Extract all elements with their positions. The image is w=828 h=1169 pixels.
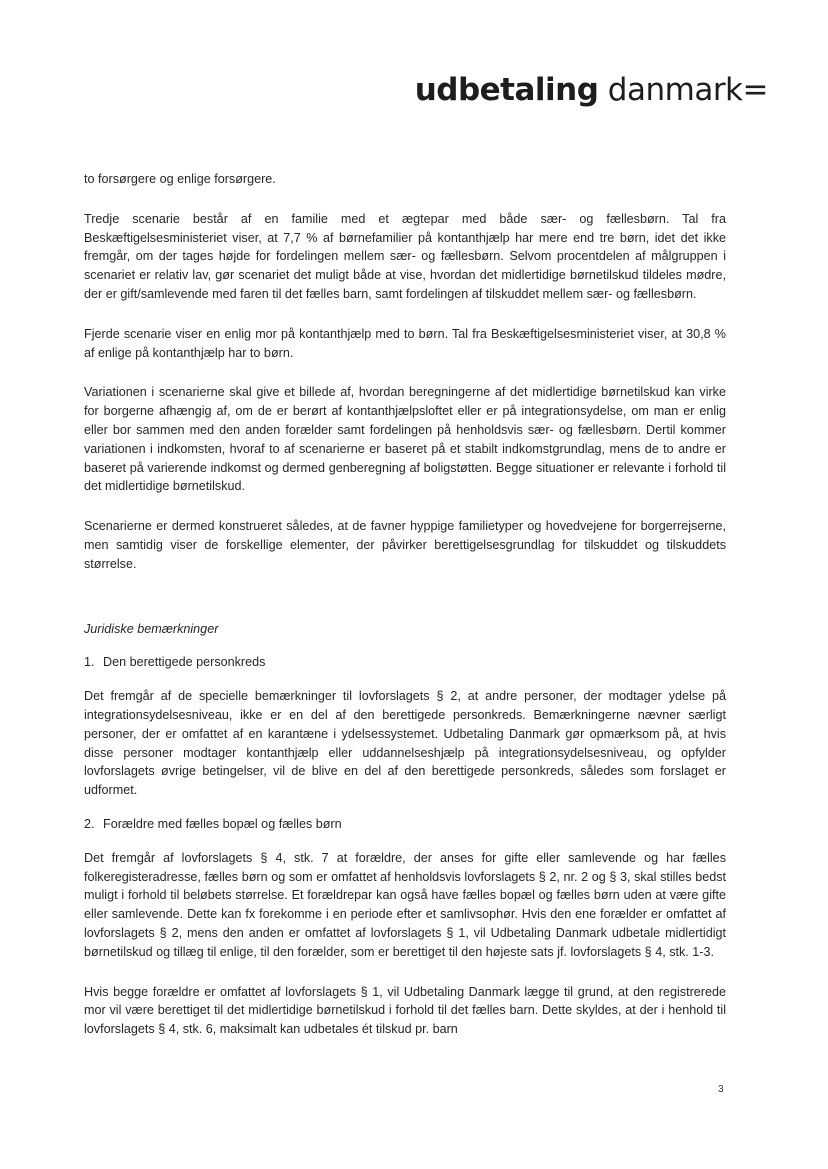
item-1-heading	[84, 653, 726, 672]
paragraph-2: Tredje scenarie består af en familie med et ægtepar med både sær- og fællesbørn. Tal fra Beskæftigelsesministeriet viser, at 7,7 % af børnefamilier på kontanthjælp har mere end tre børn, idet det ikke fremgår, om der tages højde for fordelingen mellem sær- og fællesbørn. Selvom procentdelen af målgruppen i scenariet er relativ lav, gør scenariet det muligt både at vise, hvordan det midlertidige børnetilskud tildeles mødre, der er gift/samlevende med faren til det fælles barn, samt fordelingen af tilskuddet mellem sær- og fællesbørn.	[84, 211, 726, 301]
logo-bold-part: udbetaling	[414, 72, 599, 108]
item-1-text: Det fremgår af de specielle bemærkninger til lovforslagets § 2, at andre personer, der modtager ydelse på integrationsydelsesniveau, ikke er en del af den berettigede personkreds. Bemærkningerne nævner særligt personer, der er omfattet af en karantæne i ydelsessystemet. Udbetaling Danmark gør opmærksom på, at hvis disse personer modtager kontanthjælp eller uddannelseshjælp på integrationsydelsesniveau, og opfylder lovforslagets øvrige betingelser, vil de blive en del af den berettigede personkreds, således som forslaget er udformet.	[84, 689, 726, 798]
item-2-text-2: Hvis begge forældre er omfattet af lovforslagets § 1, vil Udbetaling Danmark lægge til grund, at den registrerede mor vil være berettiget til det midlertidige børnetilskud i forhold til det fælles barn. Dette skyldes, at der i henhold til lovforslagets § 4, stk. 6, maksimalt kan udbetales ét tilskud pr. barn	[84, 984, 726, 1037]
item-2-text-1: Det fremgår af lovforslagets § 4, stk. 7 at forældre, der anses for gifte eller samlevende og har fælles folkeregisteradresse, fælles børn og som er omfattet af henholdsvis lovforslagets § 2, nr. 2 og § 3, skal stilles bedst muligt i forhold til beløbets størrelse. Et forældrepar kan også have fælles bopæl og fælles børn uden at være gifte eller samlevende. Dette kan fx forekomme i en periode efter et samlivsophør. Hvis den ene forælder er omfattet af lovforslagets § 2, mens den anden er omfattet af lovforslagets § 1, vil Udbetaling Danmark udbetale midlertidigt børnetilskud og tillæg til enlige, til den forælder, som er berettiget til den højeste sats jf. lovforslagets § 4, stk. 1-3.	[84, 850, 726, 959]
body-text	[84, 170, 726, 1039]
paragraph-4: Variationen i scenarierne skal give et billede af, hvordan beregningerne af det midlertidige børnetilskud kan virke for borgerne afhængig af, om de er berørt af kontanthjælpsloftet eller er på integrationsydelse, om man er enlig eller bor sammen med den anden forælder samt fordelingen på henholdsvis sær- og fællesbørn. Dertil kommer variationen i indkomsten, hvoraf to af scenarierne er baseret på et stabilt indkomstgrundlag, mens de to andre er baseret på varierende indkomst og dermed genberegning af boligstøtten. Begge situationer er relevante i forhold til det midlertidige børnetilskud.	[84, 385, 726, 494]
paragraph-3: Fjerde scenarie viser en enlig mor på kontanthjælp med to børn. Tal fra Beskæftigelsesministeriet viser, at 30,8 % af enlige på kontanthjælp har to børn.	[84, 326, 726, 360]
item-2-title: Forældre med fælles bopæl og fælles børn	[103, 816, 342, 831]
page-number: 3	[718, 1084, 724, 1095]
item-1-title: Den berettigede personkreds	[103, 655, 266, 670]
logo-light-part: danmark=	[607, 72, 768, 108]
item-2-heading	[84, 815, 726, 834]
udbetaling-danmark-logo	[415, 72, 768, 108]
section-heading: Juridiske bemærkninger	[84, 621, 219, 636]
item-1-number: 1.	[84, 655, 95, 670]
item-2-number: 2.	[84, 816, 95, 831]
paragraph-5: Scenarierne er dermed konstrueret således, at de favner hyppige familietyper og hovedvejene for borgerrejserne, men samtidig viser de forskellige elementer, der påvirker berettigelsesgrundlag for tilskuddet og tilskuddets størrelse.	[84, 519, 726, 571]
paragraph-1: to forsørgere og enlige forsørgere.	[84, 172, 276, 186]
